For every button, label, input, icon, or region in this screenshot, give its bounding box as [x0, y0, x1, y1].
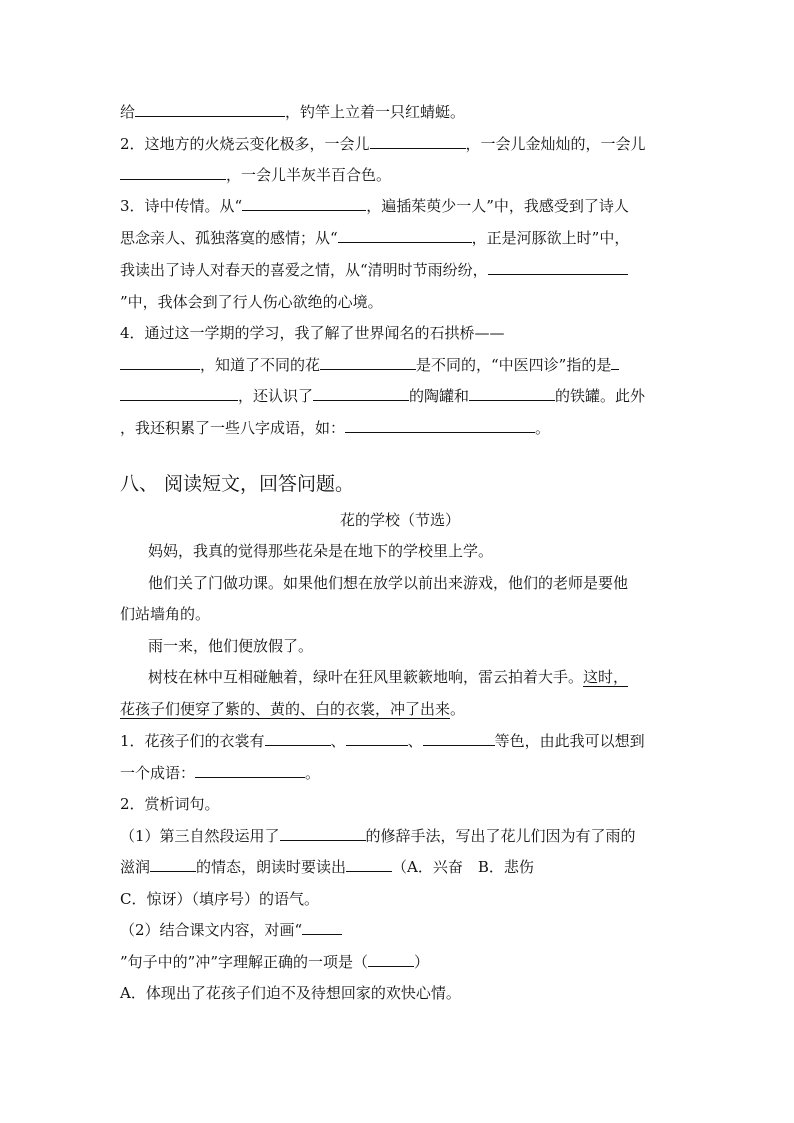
text: ，一会儿半灰半百合色。 [226, 166, 392, 184]
passage-paragraph-4 [148, 667, 708, 687]
passage-paragraph-1: 妈妈，我真的觉得那些花朵是在地下的学校里上学。 [148, 542, 494, 560]
text: ，一会儿金灿灿的，一会儿 [465, 135, 646, 153]
text: ，正是河豚欲上时”中， [471, 229, 630, 247]
answer-blank[interactable] [345, 418, 535, 433]
answer-blank[interactable] [120, 165, 226, 180]
question-2: 2．赏析词句。 [120, 795, 220, 813]
answer-blank[interactable] [488, 260, 628, 275]
answer-blank[interactable] [135, 102, 285, 117]
text: 1．花孩子们的衣裳有 [120, 732, 265, 750]
line-11 [120, 418, 680, 438]
answer-blank[interactable] [313, 386, 409, 401]
text: 3．诗中传情。从“ [120, 197, 243, 215]
passage-paragraph-2: 他们关了门做功课。如果他们想在放学以前出来游戏，他们的老师是要他 [148, 574, 629, 592]
text: 的陶罐和 [409, 387, 470, 405]
line-2 [120, 134, 680, 154]
text: 树枝在林中互相碰触着，绿叶在狂风里簌簌地响，雷云拍着大手。 [148, 668, 584, 686]
text: 思念亲人、孤独落寞的感情；从“ [120, 229, 338, 247]
answer-blank[interactable] [195, 763, 305, 778]
question-2-2-cont [120, 952, 680, 972]
question-2-1-cont [120, 857, 680, 877]
answer-blank[interactable] [469, 386, 555, 401]
answer-blank[interactable] [370, 134, 466, 149]
text: 。 [450, 700, 466, 718]
text: ，遍插茱萸少一人”中，我感受到了诗人 [366, 197, 629, 215]
text: 给 [120, 103, 136, 121]
text: ） [414, 953, 430, 971]
answer-blank[interactable] [302, 920, 342, 935]
option-a[interactable]: A．体现出了花孩子们迫不及待想回家的欢快心情。 [120, 984, 461, 1002]
text: 2．这地方的火烧云变化极多，一会儿 [120, 135, 370, 153]
line-10 [120, 386, 680, 406]
answer-blank[interactable] [150, 857, 196, 872]
text: （A．兴奋 B．悲伤 [392, 858, 534, 876]
text: ”中，我体会到了行人伤心欲绝的心境。 [120, 293, 383, 311]
answer-blank[interactable] [423, 731, 495, 746]
text: 的情态，朗读时要读出 [196, 858, 347, 876]
section-heading: 八、 阅读短文，回答问题。 [120, 473, 355, 495]
text: 、 [407, 732, 423, 750]
answer-blank[interactable] [338, 228, 472, 243]
text: 4．通过这一学期的学习，我了解了世界闻名的石拱桥—— [120, 324, 505, 342]
answer-blank[interactable] [346, 731, 408, 746]
answer-blank[interactable] [265, 731, 331, 746]
answer-blank[interactable] [611, 355, 619, 370]
text: ，钓竿上立着一只红蜻蜓。 [285, 103, 466, 121]
answer-blank[interactable] [346, 857, 392, 872]
text: 是不同的，“中医四诊”指的是 [416, 356, 612, 374]
text: 。 [535, 419, 551, 437]
line-6 [120, 260, 680, 280]
text: 、 [330, 732, 346, 750]
question-1 [120, 731, 680, 751]
text: （2）结合课文内容，对画“ [120, 921, 303, 939]
text: 我读出了诗人对春天的喜爱之情，从“清明时节雨纷纷， [120, 261, 488, 279]
text: 。 [305, 764, 321, 782]
line-8 [120, 323, 680, 343]
answer-blank[interactable] [242, 196, 366, 211]
text: 等色，由此我可以想到 [494, 732, 645, 750]
text: 一个成语： [120, 764, 196, 782]
passage-paragraph-4-cont [120, 699, 680, 719]
text: 的修辞手法，写出了花儿们因为有了雨的 [365, 827, 636, 845]
answer-blank[interactable] [280, 826, 366, 841]
question-2-2 [120, 920, 680, 940]
question-2-1-end: C．惊讶）（填序号）的语气。 [120, 890, 319, 908]
text: ，还认识了 [238, 387, 314, 405]
answer-blank[interactable] [120, 355, 200, 370]
line-1 [120, 102, 680, 122]
answer-blank[interactable] [120, 386, 238, 401]
question-1-cont [120, 763, 680, 783]
passage-title: 花的学校（节选） [339, 511, 460, 529]
text: ，知道了不同的花 [200, 356, 321, 374]
question-2-1 [120, 826, 680, 846]
text: ”句子中的”冲”字理解正确的一项是（ [120, 953, 369, 971]
answer-blank[interactable] [368, 952, 414, 967]
passage-paragraph-2-cont: 们站墙角的。 [120, 605, 211, 623]
line-9 [120, 355, 680, 375]
passage-paragraph-3: 雨一来，他们便放假了。 [148, 637, 314, 655]
answer-blank[interactable] [320, 355, 416, 370]
line-3 [120, 165, 680, 185]
underlined-sentence: 花孩子们便穿了紫的、黄的、白的衣裳，冲了出来 [120, 700, 451, 718]
underlined-sentence: 这时， [583, 668, 629, 686]
line-7 [120, 292, 680, 312]
line-4 [120, 196, 680, 216]
text: ，我还积累了一些八字成语，如： [120, 419, 346, 437]
text: （1）第三自然段运用了 [120, 827, 280, 845]
text: 滋润 [120, 858, 151, 876]
line-5 [120, 228, 680, 248]
text: 的铁罐。此外 [555, 387, 646, 405]
